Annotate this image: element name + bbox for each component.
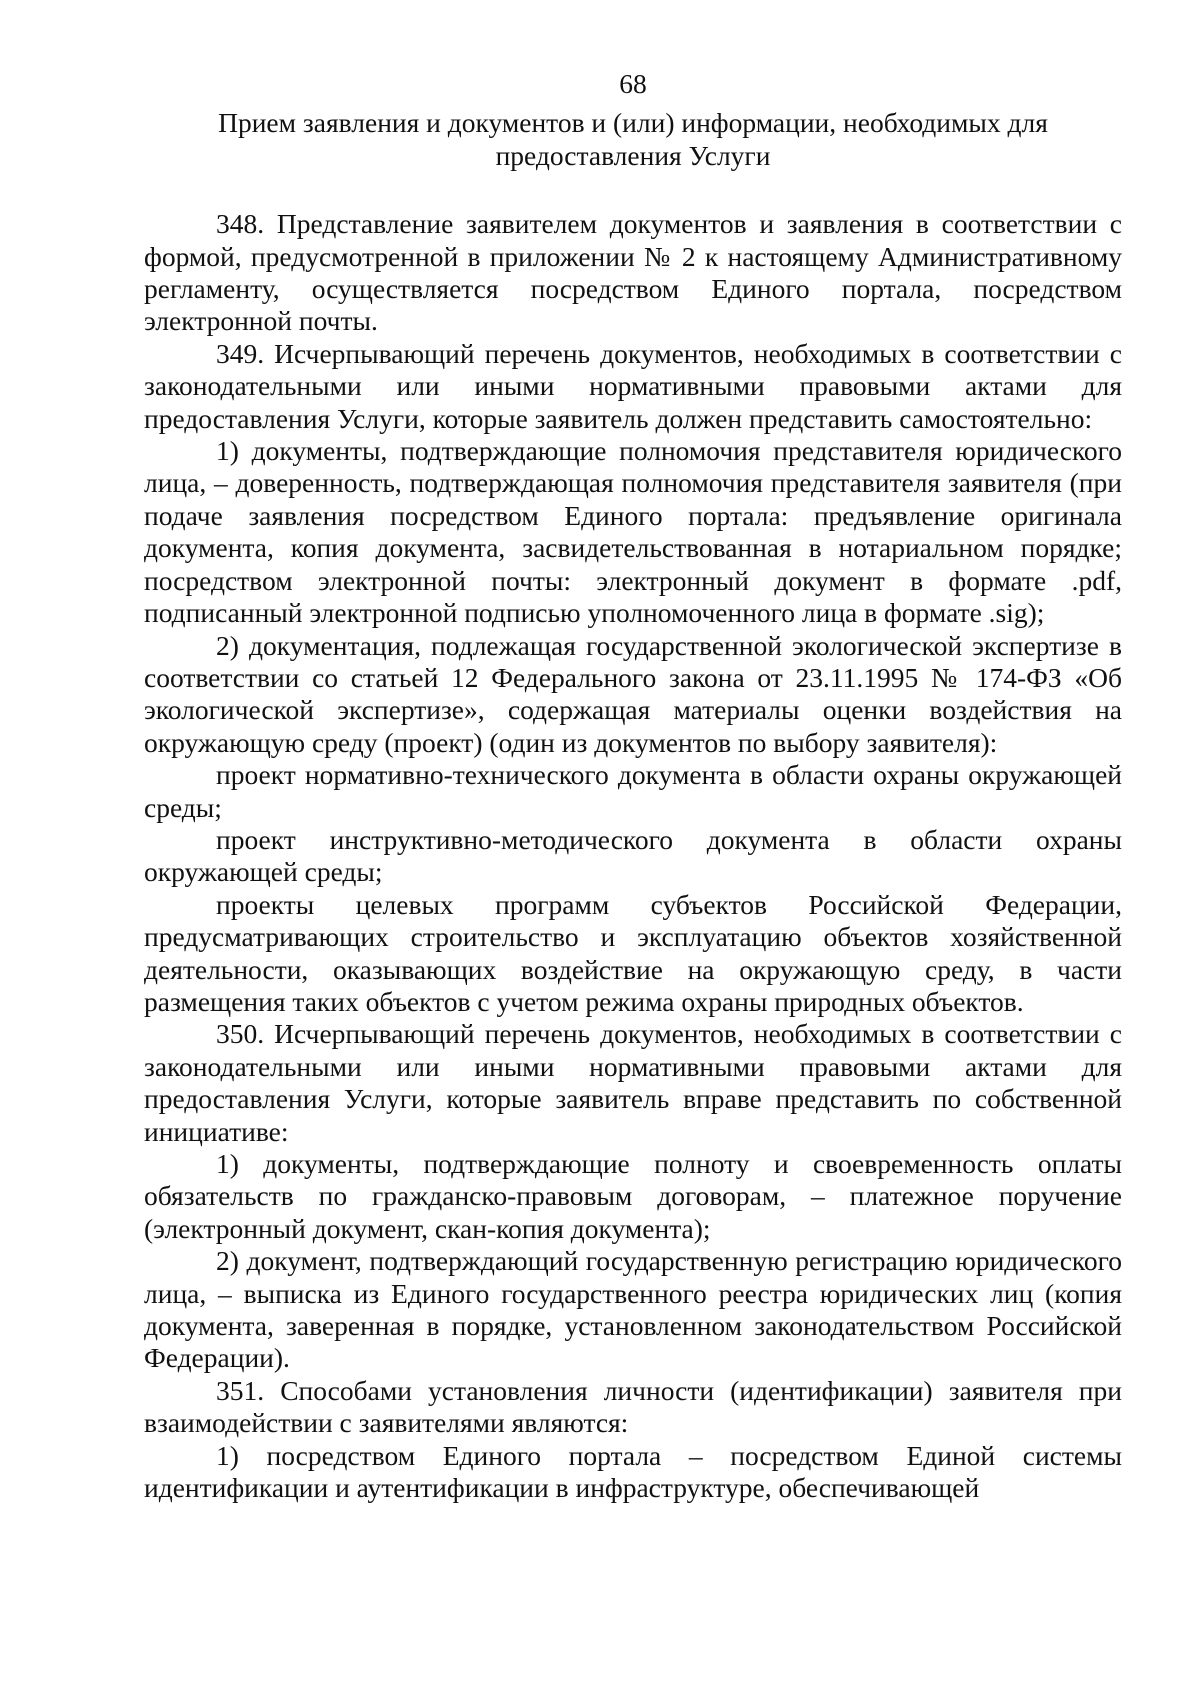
document-page — [144, 68, 1122, 1504]
paragraph-349-item-1: 1) документы, подтверждающие полномочия представителя юридического лица, – доверенность, подтверждающая полномочия представителя заявителя (при подаче заявления посредством Единого портала: предъявление оригинала документа, копия документа, засвидетельствованная в нотариальном порядке; посредством электронной почты: электронный документ в формате .pdf, подписанный электронной подписью уполномоченного лица в формате .sig); — [144, 435, 1122, 629]
paragraph-350-item-2: 2) документ, подтверждающий государственную регистрацию юридического лица, – выписка из Единого государственного реестра юридических лиц (копия документа, заверенная в порядке, установленном законодательством Российской Федерации). — [144, 1245, 1122, 1374]
paragraph-349-item-2-option-3: проекты целевых программ субъектов Российской Федерации, предусматривающих строительство и эксплуатацию объектов хозяйственной деятельности, оказывающих воздействие на окружающую среду, в части размещения таких объектов с учетом режима охраны природных объектов. — [144, 888, 1122, 1017]
paragraph-349-item-2-option-2: проект инструктивно-методического документа в области охраны окружающей среды; — [144, 823, 1122, 888]
paragraph-349-item-2-option-1: проект нормативно-технического документа в области охраны окружающей среды; — [144, 759, 1122, 823]
paragraph-349: 349. Исчерпывающий перечень документов, необходимых в соответствии с законодательными или иными нормативными правовыми актами для предоставления Услуги, которые заявитель должен представить самостоятельно: — [144, 337, 1122, 434]
paragraph-350-item-1: 1) документы, подтверждающие полноту и своевременность оплаты обязательств по гражданско-правовым договорам, – платежное поручение (электронный документ, скан-копия документа); — [144, 1148, 1122, 1244]
paragraph-351: 351. Способами установления личности (идентификации) заявителя при взаимодействии с заявителями являются: — [144, 1374, 1122, 1439]
paragraph-349-item-2: 2) документация, подлежащая государственной экологической экспертизе в соответствии со статьей 12 Федерального закона от 23.11.1995 № 174-ФЗ «Об экологической экспертизе», содержащая материалы оценки воздействия на окружающую среду (проект) (один из документов по выбору заявителя): — [144, 629, 1122, 758]
page-number: 68 — [619, 68, 647, 99]
section-heading: Прием заявления и документов и (или) информации, необходимых для предоставления Услуги — [218, 107, 1048, 171]
paragraph-348: 348. Представление заявителем документов и заявления в соответствии с формой, предусмотренной в приложении № 2 к настоящему Административному регламенту, осуществляется посредством Единого портала, посредством электронной почты. — [144, 208, 1122, 337]
paragraph-351-item-1: 1) посредством Единого портала – посредством Единой системы идентификации и аутентификации в инфраструктуре, обеспечивающей — [144, 1439, 1122, 1504]
paragraph-350: 350. Исчерпывающий перечень документов, необходимых в соответствии с законодательными или иными нормативными правовыми актами для предоставления Услуги, которые заявитель вправе представить по собственной инициативе: — [144, 1018, 1122, 1147]
